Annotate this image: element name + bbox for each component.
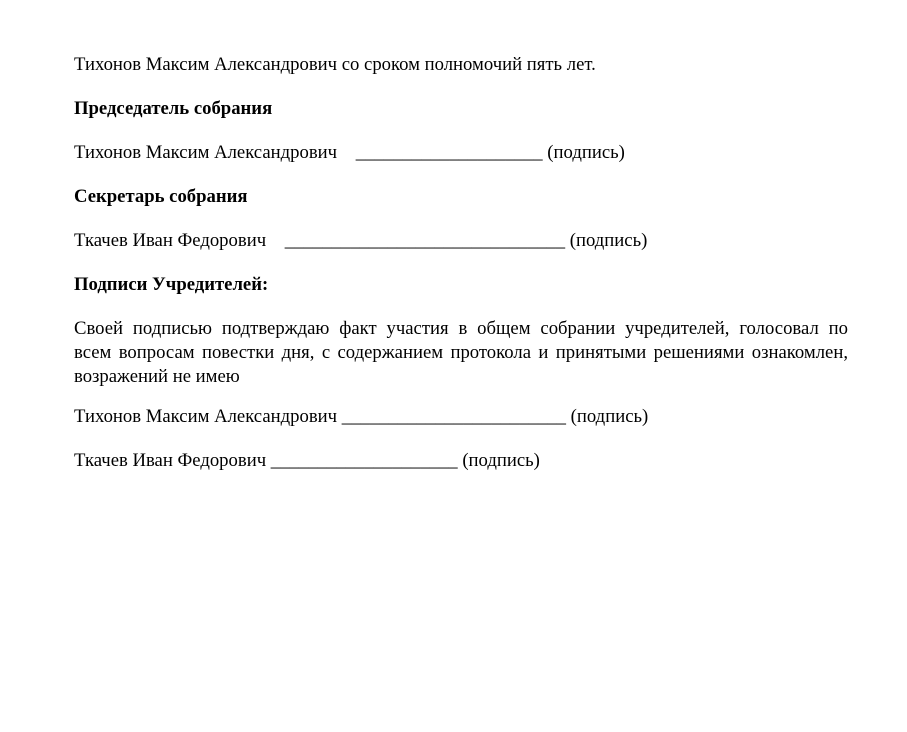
founder-2-name: Ткачев Иван Федорович <box>74 450 267 471</box>
founders-statement-line: Своей подписью подтверждаю факт участия в общем собрании учредителей, голосовал по <box>74 318 848 339</box>
founder-1-name: Тихонов Максим Александрович <box>74 406 338 427</box>
chairman-signature-blank: ____________________ <box>355 142 543 163</box>
intro-line: Тихонов Максим Александрович со сроком полномочий пять лет. <box>74 54 596 75</box>
founders-statement <box>74 317 848 389</box>
founder-2-signature-blank: ____________________ <box>270 450 458 471</box>
secretary-signature-blank: ______________________________ <box>284 230 566 251</box>
founder-2-signature-label: (подпись) <box>462 450 540 471</box>
founder-1-signature-blank: ________________________ <box>341 406 566 427</box>
secretary-name: Ткачев Иван Федорович <box>74 230 267 251</box>
chairman-signature-line <box>74 141 625 165</box>
founder-1-signature-label: (подпись) <box>570 406 649 427</box>
founders-statement-line: возражений не имею <box>74 366 240 387</box>
chairman-signature-label: (подпись) <box>547 142 625 163</box>
secretary-signature-line <box>74 229 647 253</box>
founders-statement-line: всем вопросам повестки дня, с содержанием протокола и принятыми решениями ознакомлен, <box>74 342 848 363</box>
chairman-name: Тихонов Максим Александрович <box>74 142 338 163</box>
secretary-heading: Секретарь собрания <box>74 186 248 207</box>
founder-signature-line-2 <box>74 449 540 473</box>
founder-signature-line-1 <box>74 405 648 429</box>
secretary-signature-label: (подпись) <box>569 230 648 251</box>
chairman-heading: Председатель собрания <box>74 98 273 119</box>
founders-heading: Подписи Учредителей: <box>74 274 269 295</box>
